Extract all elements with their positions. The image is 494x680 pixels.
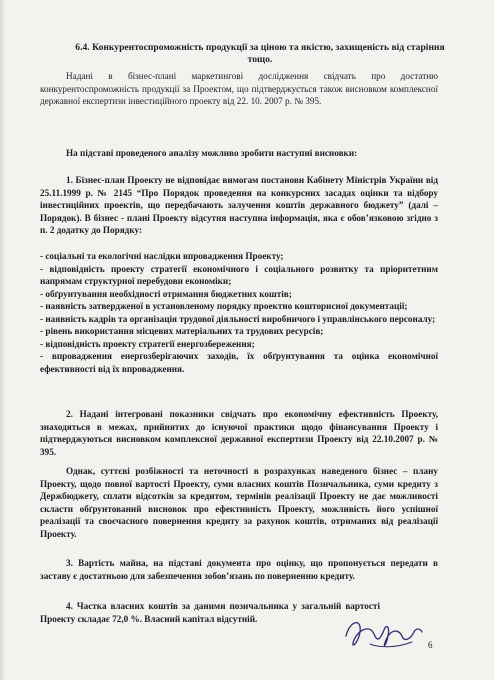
list-item: - впровадження енергозберігаючих заходів, їх обґрунтування та оцінка економічної ефективності від їх впровадження. bbox=[40, 351, 438, 374]
page-number: 6 bbox=[428, 640, 433, 650]
handwritten-signature bbox=[340, 610, 426, 656]
page-fold-shadow bbox=[0, 0, 6, 680]
list-item: - наявність затвердженої в установленому порядку проектно кошторисної документації; bbox=[40, 301, 408, 311]
list-item: - обґрунтування необхідності отримання бюджетних коштів; bbox=[40, 288, 292, 299]
list-item: - рівень використання місцевих матеріальних та трудових ресурсів; bbox=[40, 326, 324, 336]
list-item: - наявність кадрів та організація трудової діяльності виробничого і управлінського персоналу; bbox=[40, 313, 436, 324]
remark-paragraph: Однак, суттєві розбіжності та неточності в розрахунках наведеного бізнес – плану Проекту, щодо повної вартості Проекту, суми власних коштів Позичальника, суми кредиту з Держбюджету, сплати відсотків за кредитом, термінів реалізації Проекту не дає можливості скласти обґрунтований висновок про ефективність Проекту, можливість його успішної реалізації та своєчасного повернення кредиту за рахунок коштів, отриманих від реалізації Проекту. bbox=[40, 466, 438, 539]
conclusion-lead: На підставі проведеного аналізу можливо зробити наступні висновки: bbox=[66, 148, 358, 158]
missing-items-list bbox=[40, 250, 438, 375]
list-item: - соціальні та екологічні наслідки впровадження Проекту; bbox=[40, 251, 284, 261]
conclusion-point-4: 4. Частка власних коштів за даними позичальника у загальній вартості Проекту складає 72,0 %. Власний капітал відсутній. bbox=[40, 601, 380, 624]
conclusion-point-2: 2. Надані інтегровані показники свідчать про економічну ефективність Проекту, знаходяться в межах, прийнятих до існуючої практики щодо фінансування Проекту і підтверджуються висновком комплексної державної експертизи Проекту від 22.10.2007 р. № 395. bbox=[40, 409, 438, 457]
section-heading: 6.4. Конкурентоспроможність продукції за ціною та якістю, захищеність від старіння тощо. bbox=[75, 42, 445, 65]
list-item: - відповідність проекту стратегії енергозбереження; bbox=[40, 338, 255, 349]
intro-paragraph: Надані в бізнес-плані маркетингові дослідження свідчать про достатню конкурентоспроможність продукції за Проектом, що підтверджується також висновком комплексної державної експертизи інвестиційного проекту від 22. 10. 2007 р. № 395. bbox=[40, 71, 438, 106]
conclusion-point-1: 1. Бізнес-план Проекту не відповідає вимогам постанови Кабінету Міністрів України від 25.11.1999 р. № 2145 “Про Порядок проведення на конкурсних засадах оцінки та відбору інвестиційних проектів, що передбачають залучення коштів державного бюджету” (далі – Порядок). В бізнес - плані Проекту відсутня наступна інформація, яка є обов’язковою згідно з п. 2 додатку до Порядку: bbox=[40, 175, 438, 235]
list-item: - відповідність проекту стратегії економічного і соціального розвитку та пріоритетним напрямам структурної перебудови економіки; bbox=[40, 263, 438, 286]
conclusion-point-3: 3. Вартість майна, на підставі документа про оцінку, що пропонується передати в заставу є достатньою для забезпечення зобов’язань по поверненню кредиту. bbox=[40, 558, 438, 581]
